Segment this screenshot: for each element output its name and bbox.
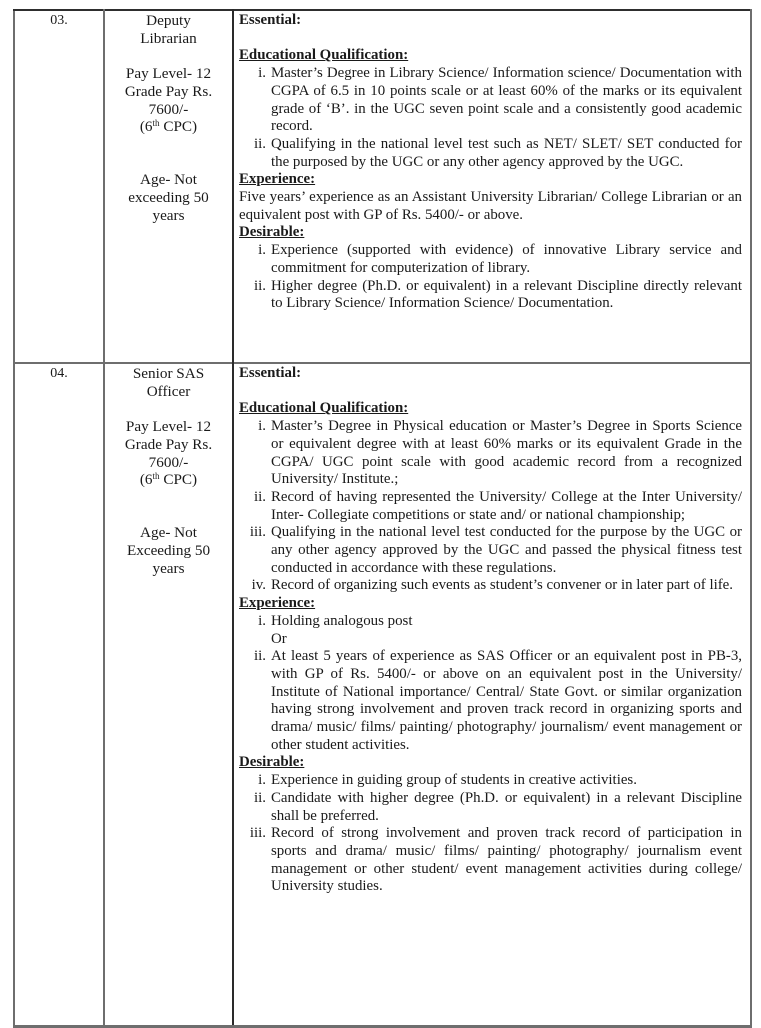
table-row-deputy-librarian (14, 10, 751, 363)
list-item: ii. Higher degree (Ph.D. or equivalent) in a relevant Discipline directly relevant to Library Science/ Information Science/ Documentation. (254, 277, 742, 312)
education-list (239, 65, 742, 171)
list-item: ii. Candidate with higher degree (Ph.D. or equivalent) in a relevant Discipline shall be preferred. (254, 789, 742, 824)
post-title-line1: Deputy (146, 12, 191, 29)
serial-cell (14, 10, 104, 363)
table-row-senior-sas-officer (14, 363, 751, 1027)
serial-cell (14, 363, 104, 1027)
experience-text: Five years’ experience as an Assistant University Librarian/ College Librarian or an equivalent post with GP of Rs. 5400/- or above. (239, 189, 742, 223)
education-heading: Educational Qualification: (239, 47, 409, 64)
experience-heading: Experience: (239, 171, 316, 188)
essential-heading: Essential: (239, 12, 302, 28)
serial-number: 03. (50, 13, 68, 28)
qualification-cell (233, 363, 751, 1027)
age-limit-line2: Exceeding 50 (126, 542, 211, 559)
post-cell (104, 10, 233, 363)
cpc-label: (6th CPC) (139, 471, 198, 489)
post-title-line2: Librarian (140, 29, 197, 47)
experience-list-continued (239, 648, 742, 754)
list-item: iv. Record of organizing such events as student’s convener or in later part of life. (251, 577, 734, 594)
serial-number: 04. (50, 366, 68, 381)
grade-pay: Grade Pay Rs. (124, 82, 213, 100)
desirable-list (239, 772, 742, 896)
qualification-table (13, 9, 752, 1028)
desirable-heading: Desirable: (239, 754, 305, 771)
list-item: i. Experience in guiding group of students in creative activities. (258, 772, 637, 789)
list-item: ii. At least 5 years of experience as SAS Officer or an equivalent post in PB-3, with GP of Rs. 5400/- or above on an equivalent post in the University/ Institute of National importance/ Central/ State Govt. or similar organization having strong involvement and proven track record in organizing sports and drama/ music/ films/ painting/ photography/ journalism/ event management or other student activities. (254, 648, 742, 753)
education-heading: Educational Qualification: (239, 400, 409, 417)
list-item: iii. Record of strong involvement and proven track record of participation in sports and drama/ music/ films/ painting/ photography/ journalism event management or other student/ event management activities during college/ University studies. (249, 825, 742, 895)
experience-heading: Experience: (239, 595, 316, 612)
age-limit-line1: Age- Not (140, 524, 197, 542)
pay-amount: 7600/- (148, 100, 189, 118)
experience-list (239, 613, 742, 631)
list-item: i. Master’s Degree in Physical education or Master’s Degree in Sports Science or equivalent degree with at least 60% marks or its equivalent Grade in the CGPA/ UGC point scale with good academic record from a recognized University/ Institute.; (258, 418, 742, 488)
pay-level: Pay Level- 12 (125, 65, 212, 83)
pay-amount: 7600/- (148, 453, 189, 471)
age-limit-line3: years (152, 559, 185, 577)
grade-pay: Grade Pay Rs. (124, 435, 213, 453)
essential-heading: Essential: (239, 365, 302, 381)
experience-or: Or (271, 630, 287, 647)
age-limit-line3: years (152, 206, 185, 224)
list-item: ii. Qualifying in the national level test such as NET/ SLET/ SET conducted for the purposed by the UGC or any other agency approved by the UGC. (254, 135, 742, 170)
post-cell (104, 363, 233, 1027)
post-details (105, 11, 232, 362)
desirable-heading: Desirable: (239, 224, 305, 241)
cpc-label: (6th CPC) (139, 118, 198, 136)
list-item: iii. Qualifying in the national level test conducted for the purpose by the UGC or any other agency approved by the UGC and passed the physical fitness test conducted in accordance with these regulations. (249, 524, 742, 576)
age-limit-line2: exceeding 50 (128, 189, 209, 206)
post-title-line2: Officer (146, 382, 191, 400)
qualification-details (239, 364, 742, 1025)
qualification-cell (233, 10, 751, 363)
list-item: i. Experience (supported with evidence) of innovative Library service and commitment for computerization of library. (258, 242, 742, 276)
qualification-details (239, 11, 742, 362)
pay-level: Pay Level- 12 (125, 418, 212, 436)
list-item: i. Holding analogous post (258, 612, 413, 629)
post-details (105, 364, 232, 1025)
list-item: ii. Record of having represented the University/ College at the Inter University/ Inter- Collegiate competitions or state and/ or national championship; (254, 488, 742, 523)
education-list (239, 418, 742, 595)
post-title-line1: Senior SAS (132, 365, 205, 382)
list-item: i. Master’s Degree in Library Science/ Information science/ Documentation with CGPA of 6.5 in 10 points scale or at least 60% of the marks or its equivalent grade of ‘B’. in the UGC seven point scale and a consistently good academic record. (258, 65, 742, 135)
desirable-list (239, 242, 742, 313)
age-limit-line1: Age- Not (140, 171, 197, 189)
